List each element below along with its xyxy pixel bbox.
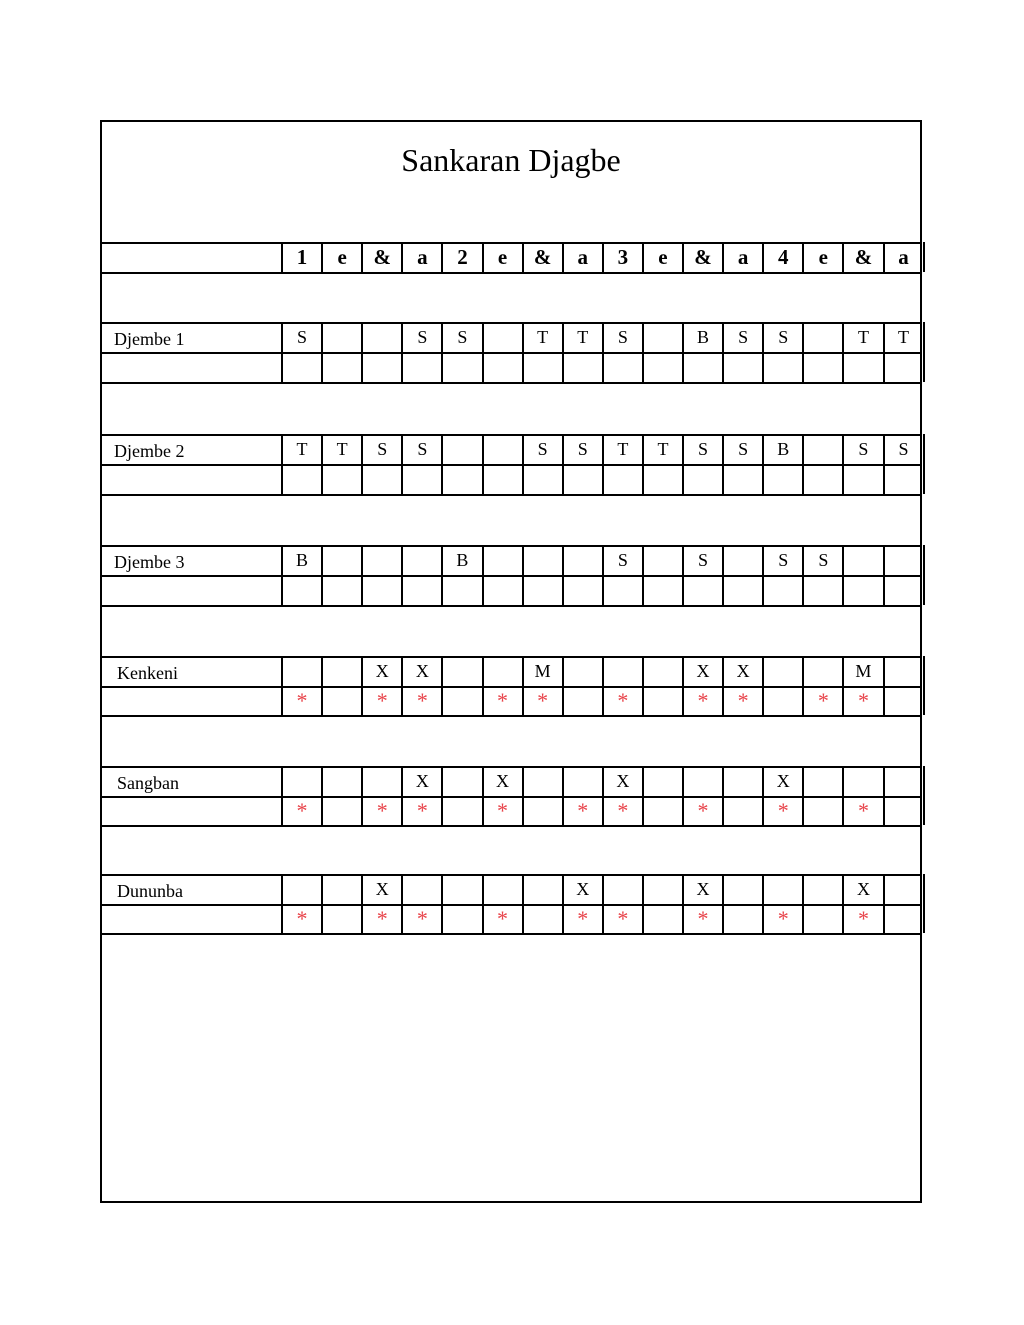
stroke-cell: X bbox=[415, 771, 429, 791]
bell-marker: * bbox=[296, 906, 308, 931]
bell-marker: * bbox=[416, 688, 428, 713]
stroke-cell: S bbox=[738, 327, 749, 347]
stroke-cell: T bbox=[898, 327, 910, 347]
stroke-cell: S bbox=[617, 550, 628, 570]
instrument-label: Djembe 2 bbox=[114, 441, 185, 461]
stroke-cell: S bbox=[457, 327, 468, 347]
stroke-cell: B bbox=[456, 550, 469, 570]
row-middle-rule bbox=[102, 464, 922, 466]
beat-count-cell: e bbox=[658, 245, 668, 269]
stroke-cell: X bbox=[696, 661, 710, 681]
bell-marker: * bbox=[777, 798, 789, 823]
row-bottom-rule bbox=[102, 715, 922, 717]
stroke-cell: X bbox=[375, 879, 389, 899]
beat-count-cell: e bbox=[337, 245, 347, 269]
bell-marker: * bbox=[697, 798, 709, 823]
row-bottom-rule bbox=[102, 605, 922, 607]
bell-marker: * bbox=[416, 906, 428, 931]
stroke-cell: X bbox=[856, 879, 870, 899]
beat-count-cell: e bbox=[497, 245, 508, 269]
stroke-cell: T bbox=[577, 327, 589, 347]
row-bottom-rule bbox=[102, 933, 922, 935]
stroke-cell: X bbox=[496, 771, 510, 791]
stroke-cell: S bbox=[297, 327, 308, 347]
bell-marker: * bbox=[376, 688, 388, 713]
stroke-cell: T bbox=[857, 327, 869, 347]
rhythm-sheet bbox=[100, 120, 922, 1203]
bell-marker: * bbox=[777, 906, 789, 931]
stroke-cell: S bbox=[818, 550, 829, 570]
beat-count-cell: a bbox=[737, 245, 749, 269]
column-rule bbox=[482, 434, 484, 494]
stroke-cell: X bbox=[616, 771, 630, 791]
column-rule bbox=[361, 545, 363, 605]
stroke-cell: X bbox=[375, 661, 389, 681]
stroke-cell: T bbox=[296, 439, 308, 459]
stroke-cell: S bbox=[698, 550, 709, 570]
stroke-cell: B bbox=[777, 439, 790, 459]
stroke-cell: S bbox=[778, 327, 789, 347]
row-bottom-rule bbox=[102, 825, 922, 827]
bell-marker: * bbox=[376, 906, 388, 931]
column-rule bbox=[401, 545, 403, 605]
header-bottom-rule bbox=[102, 272, 922, 274]
instrument-label: Sangban bbox=[117, 773, 179, 793]
beat-count-cell: a bbox=[417, 245, 428, 269]
column-rule bbox=[883, 545, 885, 605]
bell-marker: * bbox=[617, 688, 629, 713]
bell-marker: * bbox=[497, 906, 509, 931]
beat-count-cell: & bbox=[854, 245, 873, 269]
row-middle-rule bbox=[102, 352, 922, 354]
stroke-cell: M bbox=[534, 661, 551, 681]
stroke-cell: S bbox=[577, 439, 588, 459]
stroke-cell: S bbox=[898, 439, 909, 459]
bell-marker: * bbox=[617, 906, 629, 931]
column-rule bbox=[923, 874, 925, 933]
beat-count-cell: a bbox=[577, 245, 588, 269]
column-rule bbox=[562, 545, 564, 605]
bell-marker: * bbox=[296, 688, 308, 713]
bell-marker: * bbox=[376, 798, 388, 823]
beat-count-cell: 1 bbox=[296, 245, 308, 269]
notation-grid bbox=[102, 122, 922, 1202]
bell-marker: * bbox=[497, 688, 509, 713]
row-middle-rule bbox=[102, 575, 922, 577]
stroke-cell: T bbox=[537, 327, 549, 347]
stroke-cell: S bbox=[417, 439, 428, 459]
stroke-cell: S bbox=[417, 327, 428, 347]
column-rule bbox=[361, 322, 363, 382]
page-title: Sankaran Djagbe bbox=[401, 142, 621, 178]
instrument-label: Djembe 3 bbox=[114, 552, 185, 572]
bell-marker: * bbox=[737, 688, 749, 713]
beat-count-cell: & bbox=[533, 245, 552, 269]
stroke-cell: S bbox=[698, 439, 709, 459]
stroke-cell: X bbox=[415, 661, 429, 681]
bell-marker: * bbox=[857, 688, 869, 713]
bell-marker: * bbox=[497, 798, 509, 823]
beat-count-cell: 2 bbox=[457, 245, 468, 269]
stroke-cell: T bbox=[617, 439, 629, 459]
row-top-rule bbox=[102, 656, 922, 658]
bell-marker: * bbox=[577, 906, 589, 931]
row-bottom-rule bbox=[102, 382, 922, 384]
row-bottom-rule bbox=[102, 494, 922, 496]
column-rule bbox=[923, 656, 925, 715]
bell-marker: * bbox=[416, 798, 428, 823]
column-rule bbox=[923, 766, 925, 825]
bell-marker: * bbox=[817, 688, 829, 713]
beat-count-cell: & bbox=[694, 245, 712, 269]
bell-marker: * bbox=[296, 798, 308, 823]
stroke-cell: X bbox=[576, 879, 590, 899]
beat-count-cell: a bbox=[898, 245, 909, 269]
stroke-cell: S bbox=[377, 439, 388, 459]
bell-marker: * bbox=[537, 688, 549, 713]
stroke-cell: S bbox=[537, 439, 548, 459]
beat-count-cell: 4 bbox=[777, 245, 789, 269]
stroke-cell: B bbox=[697, 327, 710, 347]
column-rule bbox=[923, 545, 925, 605]
stroke-cell: X bbox=[696, 879, 710, 899]
beat-count-cell: & bbox=[373, 245, 391, 269]
instrument-label: Djembe 1 bbox=[114, 329, 185, 349]
beat-count-cell: 3 bbox=[617, 245, 629, 269]
bell-marker: * bbox=[577, 798, 589, 823]
beat-count-cell: e bbox=[818, 245, 828, 269]
instrument-label: Dununba bbox=[117, 881, 183, 901]
stroke-cell: X bbox=[736, 661, 750, 681]
instrument-label: Kenkeni bbox=[117, 663, 178, 683]
stroke-cell: X bbox=[776, 771, 790, 791]
column-rule bbox=[522, 545, 524, 605]
bell-marker: * bbox=[857, 906, 869, 931]
stroke-cell: S bbox=[617, 327, 628, 347]
bell-marker: * bbox=[857, 798, 869, 823]
stroke-cell: S bbox=[738, 439, 749, 459]
stroke-cell: S bbox=[858, 439, 869, 459]
row-top-rule bbox=[102, 874, 922, 876]
bell-marker: * bbox=[697, 906, 709, 931]
stroke-cell: M bbox=[855, 661, 872, 681]
stroke-cell: S bbox=[778, 550, 789, 570]
bell-marker: * bbox=[697, 688, 709, 713]
stroke-cell: B bbox=[296, 550, 309, 570]
stroke-cell: T bbox=[336, 439, 348, 459]
bell-marker: * bbox=[617, 798, 629, 823]
stroke-cell: T bbox=[657, 439, 669, 459]
